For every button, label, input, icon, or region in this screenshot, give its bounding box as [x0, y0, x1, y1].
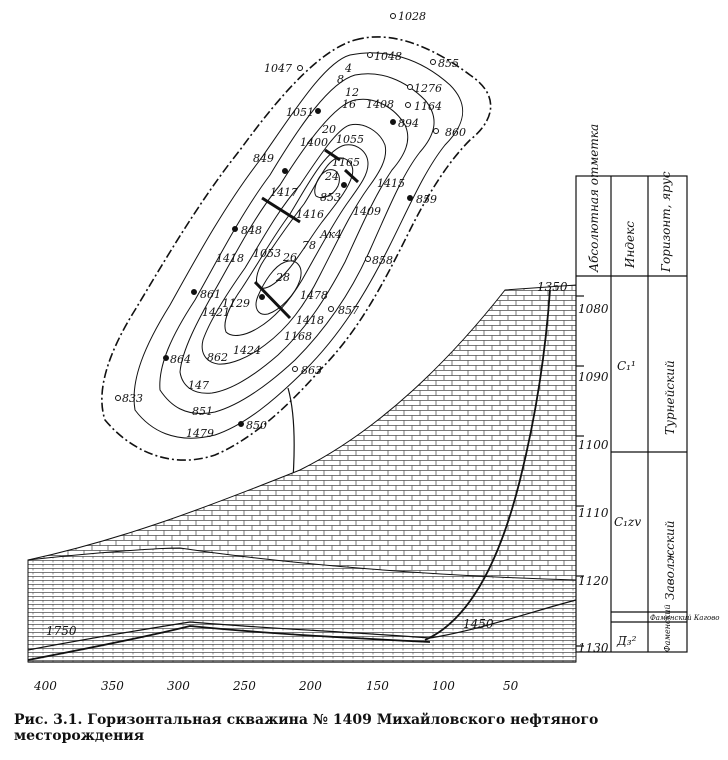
well-label: 1164 — [414, 100, 442, 113]
contour-label: 12 — [345, 86, 359, 99]
contour-label: 20 — [322, 123, 336, 136]
contour-label: 28 — [276, 271, 290, 284]
header-elevation: Абсолютная отметка — [587, 123, 601, 272]
well-label: 1400 — [300, 136, 328, 149]
well-label: 860 — [445, 126, 466, 139]
x-tick-label: 400 — [34, 679, 57, 693]
well-label: 1408 — [366, 98, 394, 111]
well-label: 859 — [416, 193, 437, 206]
well-label: 1055 — [336, 133, 364, 146]
strat-table-text — [578, 124, 720, 655]
contour-label: 8 — [337, 73, 344, 86]
well-label: 1409 — [353, 205, 381, 218]
contour-4 — [180, 99, 408, 393]
well-label: 833 — [122, 392, 143, 405]
well-label: 853 — [320, 191, 341, 204]
elevation-label: 1100 — [578, 438, 609, 452]
index-label: Д₃² — [617, 634, 637, 648]
well-label: 862 — [207, 351, 228, 364]
elevation-label: 1130 — [578, 641, 609, 655]
x-axis — [33, 679, 519, 693]
index-label: C₁¹ — [617, 359, 636, 373]
x-tick-label: 50 — [503, 679, 519, 693]
well-label: 894 — [398, 117, 419, 130]
index-label: C₁zv — [614, 515, 642, 529]
well-label: 861 — [200, 288, 221, 301]
header-index: Индекс — [623, 221, 637, 268]
well-label: 1415 — [377, 177, 405, 190]
well-label: 1479 — [186, 427, 214, 440]
well-markers — [116, 14, 439, 427]
well-label: 1028 — [398, 10, 426, 23]
well-label: 1418 — [296, 314, 324, 327]
well-label: 1424 — [233, 344, 261, 357]
horizon-label: Турнейский — [663, 360, 677, 435]
well-label: 1417 — [270, 186, 298, 199]
x-tick-label: 300 — [167, 679, 190, 693]
horizon-label: Фаменский Кагово — [650, 614, 720, 622]
well-label: 848 — [241, 224, 262, 237]
x-tick-label: 350 — [101, 679, 124, 693]
horizon-label: Фаменский — [663, 604, 672, 652]
well-label: 1421 — [202, 306, 230, 319]
contour-label: 16 — [342, 98, 356, 111]
x-tick-label: 250 — [233, 679, 256, 693]
well-label: 851 — [192, 405, 213, 418]
depth-label: 1450 — [463, 617, 494, 631]
well-label: 1051 — [286, 106, 314, 119]
well-labels — [122, 10, 466, 440]
well-label: 849 — [253, 152, 274, 165]
elevation-label: 1080 — [578, 302, 609, 316]
well-label: 1168 — [284, 330, 312, 343]
well-label: 1165 — [332, 156, 360, 169]
elevation-label: 1090 — [578, 370, 609, 384]
well-label: 855 — [438, 57, 459, 70]
depth-label: 1350 — [537, 280, 568, 294]
contour-label: 78 — [302, 239, 316, 252]
well-label: 864 — [170, 353, 191, 366]
elevation-label: 1120 — [578, 574, 609, 588]
well-label: 1129 — [222, 297, 250, 310]
contour-label: 4 — [345, 62, 352, 75]
well-label: 1048 — [374, 50, 402, 63]
x-tick-label: 200 — [299, 679, 322, 693]
depth-label: 1750 — [46, 624, 77, 638]
x-tick-label: 100 — [432, 679, 455, 693]
well-label: 857 — [338, 304, 359, 317]
well-label: 850 — [246, 419, 267, 432]
contour-label: 26 — [283, 251, 297, 264]
well-label: 1478 — [300, 289, 328, 302]
horizon-label: Заволжский — [663, 520, 677, 600]
well-label: 1053 — [253, 247, 281, 260]
header-horizon: Горизонт, ярус — [659, 171, 673, 272]
well-label: 1416 — [296, 208, 324, 221]
x-tick-label: 150 — [366, 679, 389, 693]
well-label: 1047 — [264, 62, 292, 75]
contour-label: 24 — [325, 170, 339, 183]
well-label: 858 — [372, 254, 393, 267]
well-label: 863 — [301, 364, 322, 377]
elevation-label: 1110 — [578, 506, 609, 520]
well-label: 1276 — [414, 82, 442, 95]
figure-caption: Рис. 3.1. Горизонтальная скважина № 1409 Михайловского нефтяного месторождения — [14, 712, 599, 744]
well-label: 147 — [188, 379, 209, 392]
well-label: 1418 — [216, 252, 244, 265]
well-label: Ак4 — [320, 228, 342, 241]
